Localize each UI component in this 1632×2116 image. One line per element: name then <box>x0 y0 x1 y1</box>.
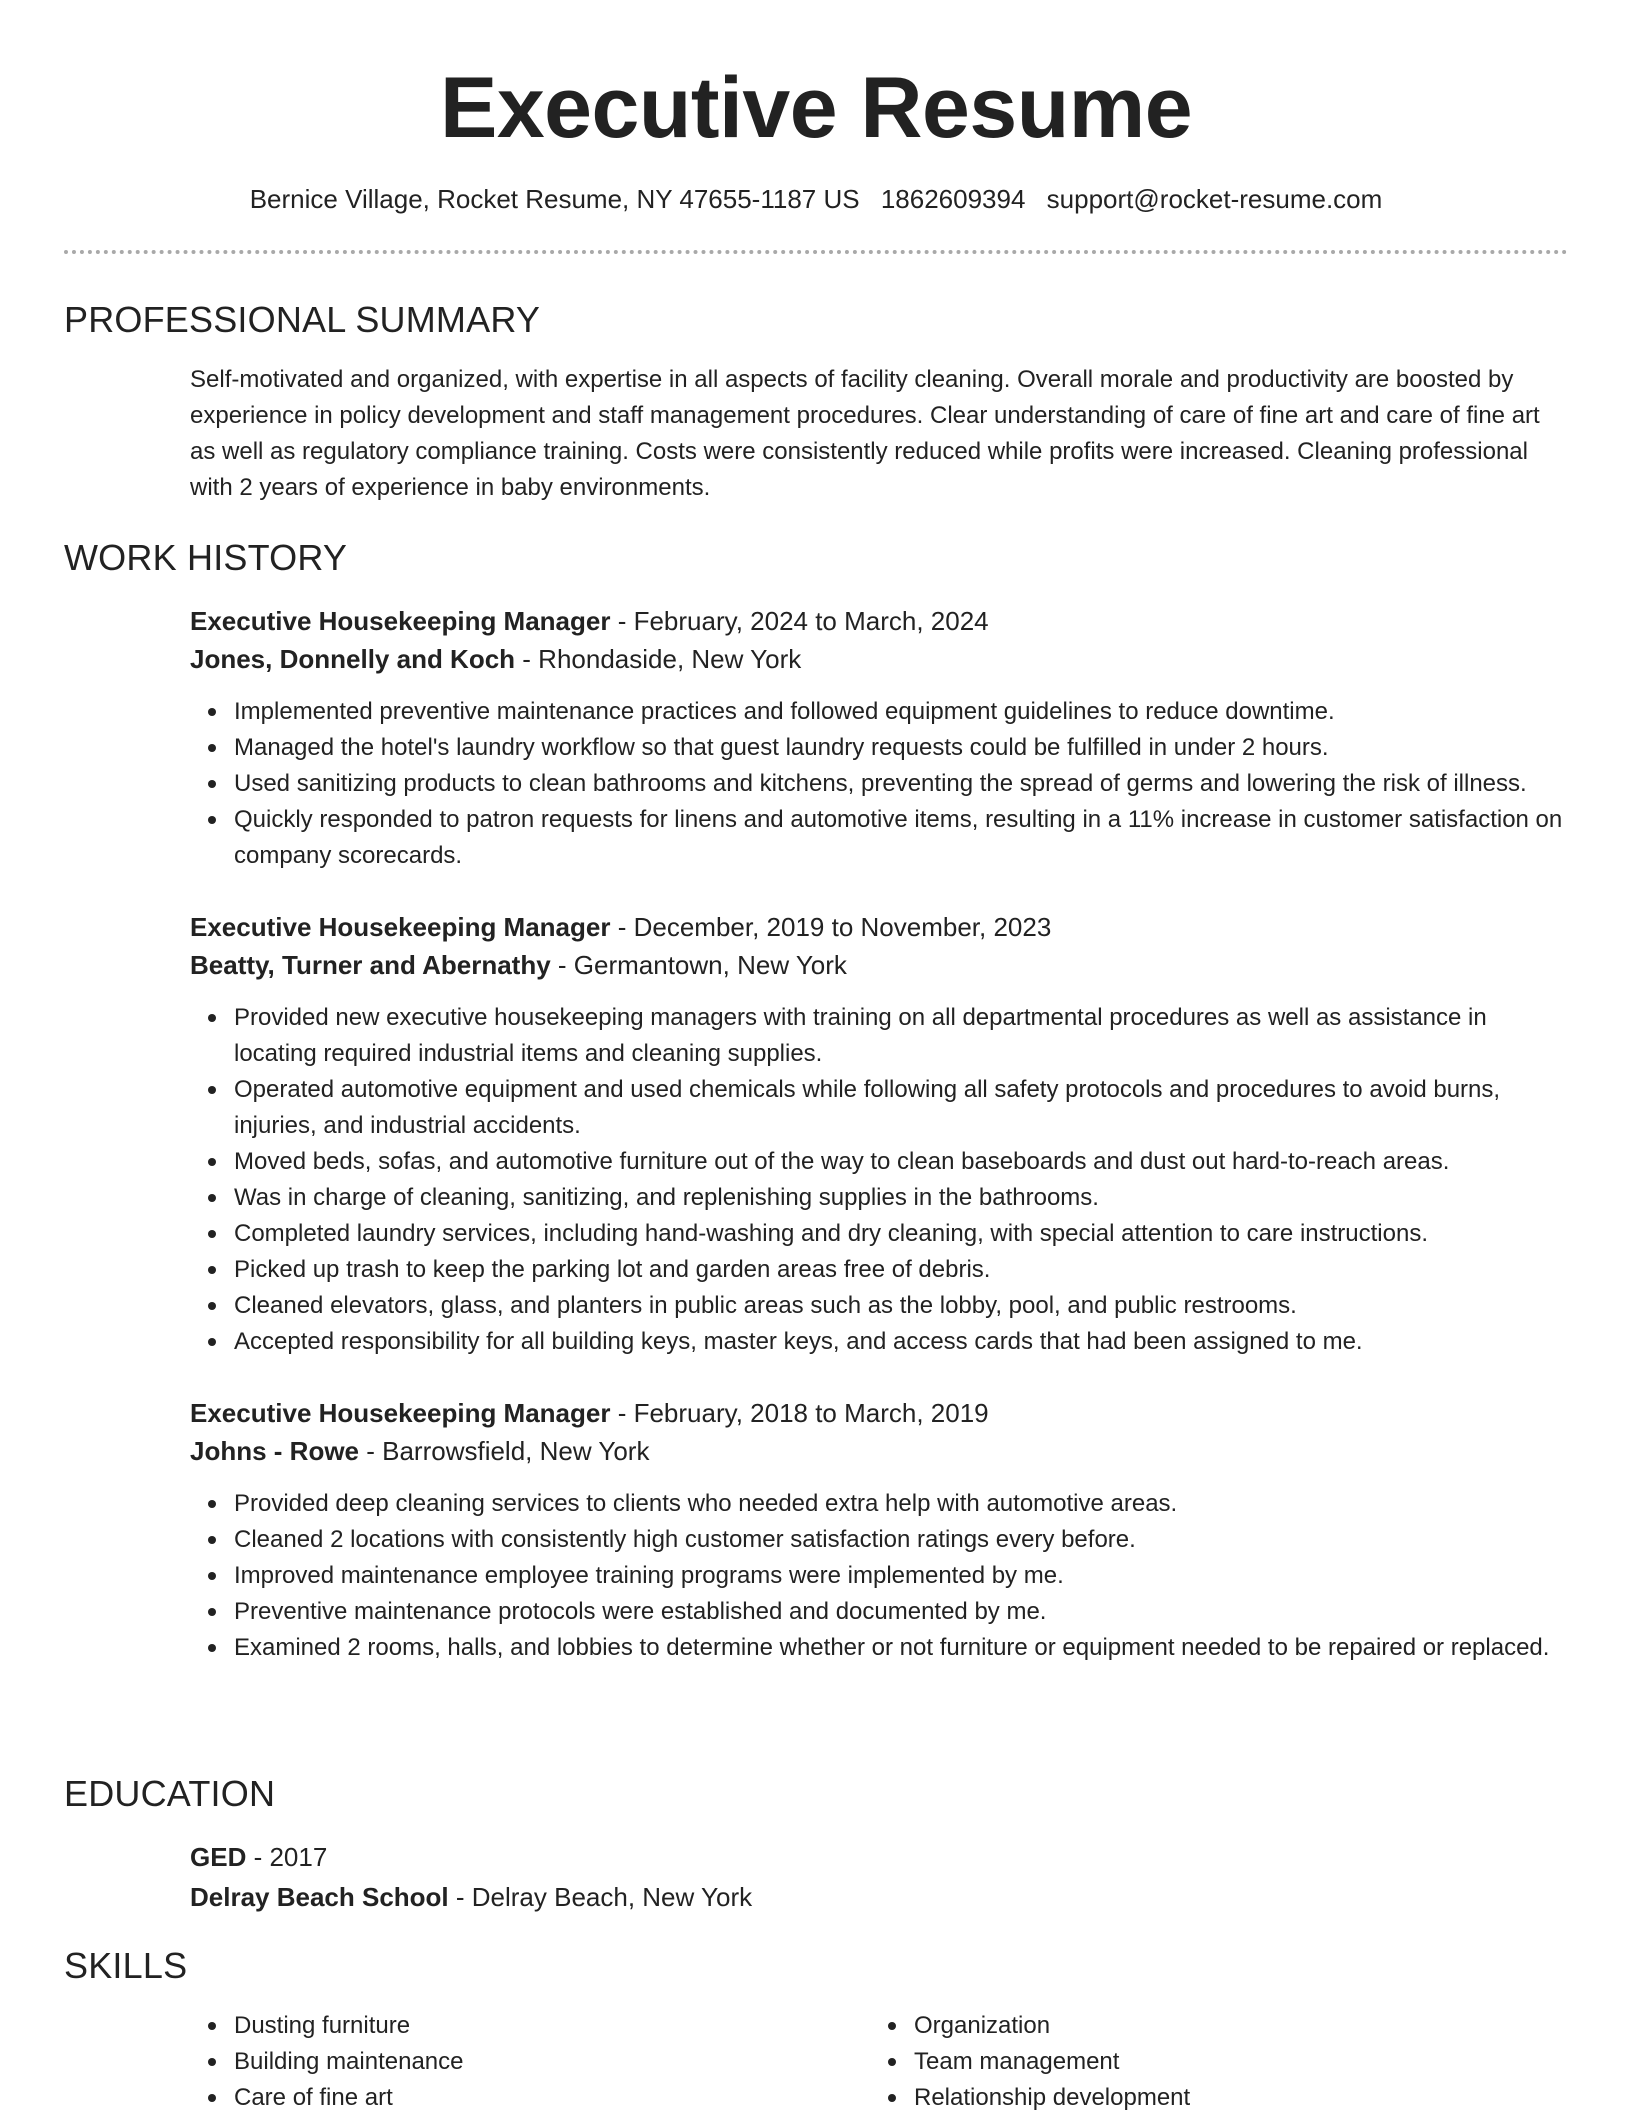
job-entry <box>190 908 1570 1360</box>
address: Bernice Village, Rocket Resume, NY 47655-1187 US <box>249 184 860 214</box>
skills-heading: SKILLS <box>64 1945 188 1986</box>
job-title: Executive Housekeeping Manager <box>190 606 611 636</box>
job-bullets <box>190 1486 1570 1666</box>
job-bullet: Provided deep cleaning services to clients who needed extra help with automotive areas. <box>234 1486 1570 1522</box>
skill-item: Care of fine art <box>234 2080 870 2116</box>
education-heading: EDUCATION <box>64 1773 276 1814</box>
job-company: Jones, Donnelly and Koch <box>190 644 516 674</box>
phone: 1862609394 <box>880 184 1026 214</box>
job-bullet: Was in charge of cleaning, sanitizing, and replenishing supplies in the bathrooms. <box>234 1180 1570 1216</box>
job-bullet: Implemented preventive maintenance practices and followed equipment guidelines to reduce downtime. <box>234 694 1570 730</box>
job-company: Johns - Rowe <box>190 1436 360 1466</box>
skill-item: Building maintenance <box>234 2044 870 2080</box>
job-bullet: Quickly responded to patron requests for linens and automotive items, resulting in a 11% increase in customer satisfaction on company scorecards. <box>234 802 1570 874</box>
job-bullet: Provided new executive housekeeping managers with training on all departmental procedures as well as assistance in locating required industrial items and cleaning supplies. <box>234 1000 1570 1072</box>
job-dates: - February, 2024 to March, 2024 <box>610 606 989 636</box>
skill-item: Team management <box>914 2044 1550 2080</box>
summary-text: Self-motivated and organized, with expertise in all aspects of facility cleaning. Overall morale and productivity are boosted by experience in policy development and staff management procedures. Clear understanding of care of fine art and care of fine art as well as regulatory compliance training. Costs were consistently reduced while profits were increased. Cleaning professional with 2 years of experience in baby environments. <box>190 366 1540 501</box>
job-bullet: Cleaned elevators, glass, and planters in public areas such as the lobby, pool, and public restrooms. <box>234 1288 1570 1324</box>
degree-line <box>190 1838 1570 1876</box>
email: support@rocket-resume.com <box>1046 184 1383 214</box>
job-bullet: Operated automotive equipment and used chemicals while following all safety protocols and procedures to avoid burns, injuries, and industrial accidents. <box>234 1072 1570 1144</box>
education-section <box>64 1772 1568 1916</box>
education-entry <box>190 1838 1570 1916</box>
school-location: - Delray Beach, New York <box>448 1882 753 1912</box>
header-divider <box>64 250 1568 254</box>
job-company-line <box>190 640 1570 678</box>
job-bullets <box>190 1000 1570 1360</box>
job-bullet: Used sanitizing products to clean bathrooms and kitchens, preventing the spread of germs and lowering the risk of illness. <box>234 766 1570 802</box>
job-bullet: Examined 2 rooms, halls, and lobbies to determine whether or not furniture or equipment needed to be repaired or replaced. <box>234 1630 1570 1666</box>
jobs-list <box>190 602 1570 1666</box>
skills-column-left <box>190 2008 870 2116</box>
work-history-section <box>64 536 1568 1666</box>
degree-year: - 2017 <box>246 1842 328 1872</box>
job-title-line <box>190 602 1570 640</box>
job-entry <box>190 1394 1570 1666</box>
job-dates: - February, 2018 to March, 2019 <box>610 1398 989 1428</box>
summary-heading: PROFESSIONAL SUMMARY <box>64 299 541 340</box>
job-location: - Barrowsfield, New York <box>359 1436 650 1466</box>
job-company-line <box>190 946 1570 984</box>
job-bullet: Completed laundry services, including hand-washing and dry cleaning, with special attention to care instructions. <box>234 1216 1570 1252</box>
job-bullet: Picked up trash to keep the parking lot and garden areas free of debris. <box>234 1252 1570 1288</box>
skill-item: Relationship development <box>914 2080 1550 2116</box>
job-title-line <box>190 1394 1570 1432</box>
job-bullets <box>190 694 1570 874</box>
job-location: - Germantown, New York <box>550 950 847 980</box>
job-bullet: Accepted responsibility for all building keys, master keys, and access cards that had been assigned to me. <box>234 1324 1570 1360</box>
job-location: - Rhondaside, New York <box>515 644 802 674</box>
skill-item: Dusting furniture <box>234 2008 870 2044</box>
job-bullet: Preventive maintenance protocols were established and documented by me. <box>234 1594 1570 1630</box>
job-title: Executive Housekeeping Manager <box>190 1398 611 1428</box>
job-title-line <box>190 908 1570 946</box>
job-bullet: Moved beds, sofas, and automotive furniture out of the way to clean baseboards and dust out hard-to-reach areas. <box>234 1144 1570 1180</box>
resume-name: Executive Resume <box>439 60 1193 156</box>
job-bullet: Improved maintenance employee training programs were implemented by me. <box>234 1558 1570 1594</box>
job-bullet: Cleaned 2 locations with consistently high customer satisfaction ratings every before. <box>234 1522 1570 1558</box>
school-line <box>190 1878 1570 1916</box>
contact-line <box>0 182 1632 216</box>
job-dates: - December, 2019 to November, 2023 <box>610 912 1052 942</box>
skills-grid <box>190 2008 1570 2116</box>
job-company-line <box>190 1432 1570 1470</box>
job-bullet: Managed the hotel's laundry workflow so that guest laundry requests could be fulfilled in under 2 hours. <box>234 730 1570 766</box>
skill-item: Organization <box>914 2008 1550 2044</box>
school: Delray Beach School <box>190 1882 449 1912</box>
degree: GED <box>190 1842 247 1872</box>
job-company: Beatty, Turner and Abernathy <box>190 950 551 980</box>
job-title: Executive Housekeeping Manager <box>190 912 611 942</box>
job-entry <box>190 602 1570 874</box>
skills-column-right <box>870 2008 1550 2116</box>
skills-section <box>64 1944 1568 2116</box>
work-history-heading: WORK HISTORY <box>64 537 348 578</box>
summary-section <box>64 298 1568 506</box>
